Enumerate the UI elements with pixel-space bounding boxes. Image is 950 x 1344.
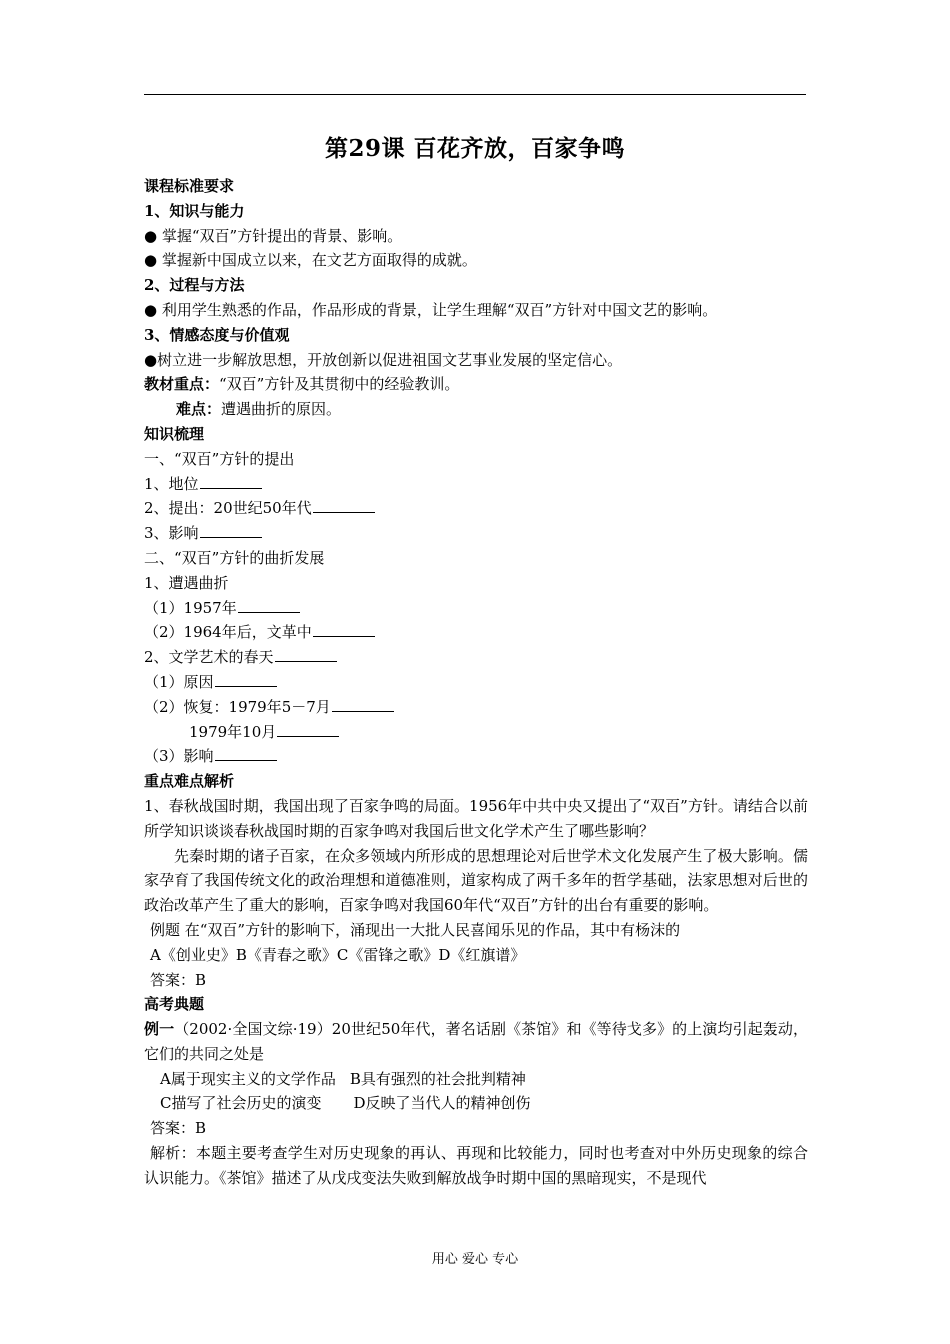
fill-blank[interactable] — [277, 722, 339, 737]
question-paragraph: 1、春秋战国时期，我国出现了百家争鸣的局面。1956年中共中央又提出了“双百”方针。请结合以前所学知识谈谈春秋战国时期的百家争鸣对我国后世文化学术产生了哪些影响？ — [144, 796, 808, 840]
outline-item: 1979年10月 — [144, 720, 808, 745]
fill-blank[interactable] — [215, 746, 277, 761]
difficulty-line — [144, 397, 808, 422]
exam-label: 例一 — [144, 1020, 175, 1039]
key-point-label: 教材重点： — [144, 375, 220, 394]
outline-item: （1）1957年 — [144, 596, 808, 621]
exam-options-row: C描写了社会历史的演变 D反映了当代人的精神创伤 — [160, 1094, 531, 1113]
outline-item: 一、“双百”方针的提出 — [144, 449, 295, 468]
fill-blank[interactable] — [200, 523, 262, 538]
exam-question — [144, 1017, 808, 1067]
bullet-item: ● 利用学生熟悉的作品，作品形成的背景，让学生理解“双百”方针对中国文艺的影响。 — [144, 300, 718, 319]
exam-explanation: 解析：本题主要考查学生对历史现象的再认、再现和比较能力，同时也考查对中外历史现象的综合认识能力。《茶馆》描述了从戊戌变法失败到解放战争时期中国的黑暗现实，不是现代 — [144, 1144, 808, 1187]
section-heading: 高考典题 — [144, 995, 205, 1014]
answer-paragraph: 先秦时期的诸子百家，在众多领域内所形成的思想理论对后世学术文化发展产生了极大影响。儒家孕育了我国传统文化的政治理想和道德准则，道家构成了两千多年的哲学基础，法家思想对后世的政治改革产生了重大的影响，百家争鸣对我国60年代“双百”方针的出台有重要的影响。 — [144, 846, 808, 915]
example-question: 例题 在“双百”方针的影响下，涌现出一大批人民喜闻乐见的作品，其中有杨沫的 — [150, 920, 681, 939]
exam-text: （2002·全国文综·19）20世纪50年代，著名话剧《茶馆》和《等待戈多》的上演均引起轰动，它们的共同之处是 — [144, 1020, 808, 1063]
key-point-text: “双百”方针及其贯彻中的经验教训。 — [219, 375, 460, 394]
example-options: A《创业史》B《青春之歌》C《雷锋之歌》D《红旗谱》 — [150, 945, 526, 964]
exam-options-row: A属于现实主义的文学作品 B具有强烈的社会批判精神 — [160, 1069, 526, 1088]
subheading: 2、过程与方法 — [144, 276, 245, 295]
section-heading: 重点难点解析 — [144, 772, 235, 791]
fill-blank[interactable] — [275, 647, 337, 662]
outline-item: 3、影响 — [144, 521, 808, 546]
section-heading: 课程标准要求 — [144, 177, 235, 195]
page-title: 第29课 百花齐放，百家争鸣 — [324, 135, 625, 162]
subheading: 1、知识与能力 — [144, 201, 245, 220]
fill-blank[interactable] — [200, 474, 262, 489]
fill-blank[interactable] — [238, 598, 300, 613]
subheading: 3、情感态度与价值观 — [144, 325, 290, 344]
outline-item: 2、文学艺术的春天 — [144, 645, 808, 670]
bullet-item: ● 掌握“双百”方针提出的背景、影响。 — [144, 226, 403, 245]
fill-blank[interactable] — [215, 672, 277, 687]
fill-blank[interactable] — [313, 498, 375, 513]
section-heading: 知识梳理 — [144, 424, 205, 443]
fill-blank[interactable] — [332, 697, 394, 712]
outline-item: （1）原因 — [144, 670, 808, 695]
outline-item: 二、“双百”方针的曲折发展 — [144, 548, 325, 567]
bullet-item: ● 掌握新中国成立以来，在文艺方面取得的成就。 — [144, 251, 477, 270]
header-rule — [144, 94, 806, 95]
key-point-line — [144, 372, 808, 397]
exam-answer: 答案：B — [150, 1119, 207, 1138]
outline-item: （3）影响 — [144, 744, 808, 769]
fill-blank[interactable] — [313, 622, 375, 637]
document-body — [144, 174, 808, 1191]
outline-item: （2）恢复：1979年5－7月 — [144, 695, 808, 720]
outline-item: 2、提出：20世纪50年代 — [144, 496, 808, 521]
page-footer: 用心 爱心 专心 — [431, 1252, 519, 1267]
bullet-item: ●树立进一步解放思想，开放创新以促进祖国文艺事业发展的坚定信心。 — [144, 350, 623, 369]
outline-item: （2）1964年后，文革中 — [144, 620, 808, 645]
difficulty-label: 难点： — [176, 400, 222, 419]
outline-item: 1、遭遇曲折 — [144, 573, 229, 592]
example-answer: 答案：B — [150, 970, 207, 989]
outline-item: 1、地位 — [144, 472, 808, 497]
difficulty-text: 遭遇曲折的原因。 — [221, 400, 342, 419]
